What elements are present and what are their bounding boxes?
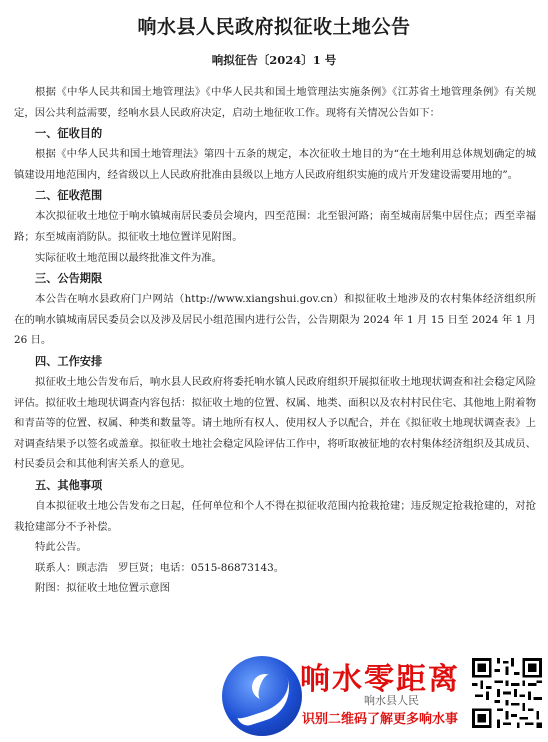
announcement-body (14, 82, 536, 599)
faint-signature-text: 响水县人民 (364, 694, 419, 707)
document-number: 响拟征告〔2024〕1 号 (211, 53, 337, 67)
intro-paragraph: 根据《中华人民共和国土地管理法》《中华人民共和国土地管理法实施条例》《江苏省土地管理条例》有关规定，因公共利益需要，经响水县人民政府决定，启动土地征收工作。现将有关情况公告如下： (14, 86, 536, 119)
section-heading-scope: 二、征收范围 (35, 189, 103, 203)
section-heading-work: 四、工作安排 (35, 354, 103, 368)
other-paragraph: 自本拟征收土地公告发布之日起，任何单位和个人不得在拟征收范围内抢栽抢建；违反规定抢栽抢建的，对抢栽抢建部分不予补偿。 (14, 499, 536, 533)
attachment-line: 附图：拟征收土地位置示意图 (35, 582, 171, 595)
section-heading-purpose: 一、征收目的 (35, 127, 103, 141)
section-heading-other: 五、其他事项 (35, 478, 103, 492)
period-paragraph: 本公告在响水县政府门户网站（http://www.xiangshui.gov.cn）和拟征收土地涉及的农村集体经济组织所在的响水镇城南居民委员会以及涉及居民小组范围内进行公告，公告期限为 2024 年 1 月 15 日至 2024 年 1 月 26 日。 (14, 293, 536, 347)
promo-brand-name: 响水零距离 (300, 662, 460, 697)
scope-note: 实际征收土地范围以最终批准文件为准。 (35, 251, 223, 264)
promo-overlay (214, 650, 548, 742)
purpose-paragraph: 根据《中华人民共和国土地管理法》第四十五条的规定，本次征收土地目的为“在土地利用总体规划确定的城镇建设用地范围内，经省级以上人民政府批准由县级以上地方人民政府组织实施的成片开发建设需要用地的”。 (14, 148, 536, 181)
promo-tagline: 识别二维码了解更多响水事 (302, 712, 459, 727)
contact-line: 联系人：顾志浩 罗巨贤；电话：0515-86873143。 (35, 561, 285, 574)
qr-code-icon[interactable] (470, 656, 544, 730)
closing-line: 特此公告。 (35, 541, 87, 554)
page-title: 响水县人民政府拟征收土地公告 (137, 16, 411, 38)
work-paragraph: 拟征收土地公告发布后，响水县人民政府将委托响水镇人民政府组织开展拟征收土地现状调查和社会稳定风险评估。拟征收土地现状调查内容包括：拟征收土地的位置、权属、地类、面积以及农村村民住宅、其他地上附着物和青苗等的位置、权属、种类和数量等。请土地所有权人、使用权人予以配合，并在《拟征收土地现状调查表》上对调查结果予以签名或盖章。拟征收土地社会稳定风险评估工作中，将听取被征地的农村集体经济组织及其成员、村民委员会和其他利害关系人的意见。 (14, 375, 536, 471)
brand-swoosh-logo-icon (222, 656, 302, 736)
section-heading-period: 三、公告期限 (35, 272, 103, 286)
scope-paragraph: 本次拟征收土地位于响水镇城南居民委员会境内，四至范围：北至银河路；南至城南居集中居住点；西至幸福路；东至城南消防队。拟征收土地位置详见附图。 (14, 210, 536, 243)
